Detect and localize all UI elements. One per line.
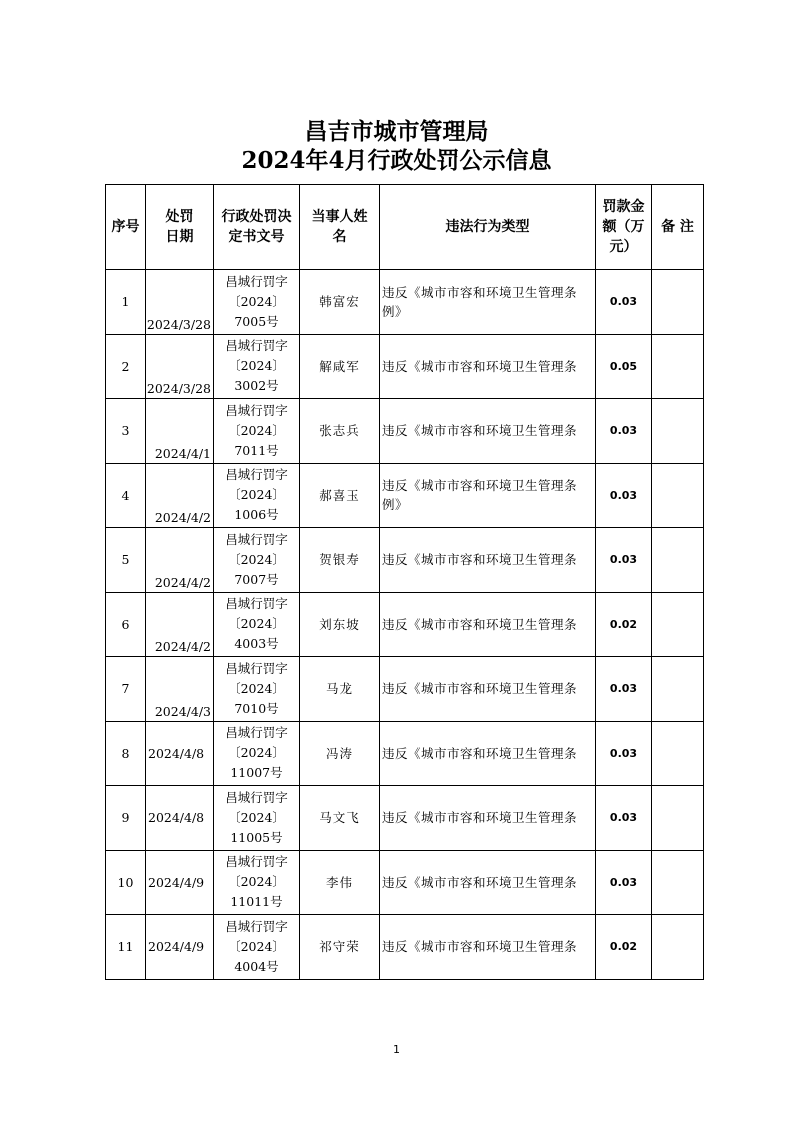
header-date: 处罚日期 [146,185,214,270]
cell-amount: 0.03 [596,463,652,528]
cell-remark [652,463,704,528]
cell-date: 2024/4/2 [146,592,214,657]
table-row [106,528,704,593]
cell-no: 8 [106,721,146,786]
cell-violation: 违反《城市市容和环境卫生管理条 [380,915,596,980]
cell-violation: 违反《城市市容和环境卫生管理条 [380,850,596,915]
cell-violation: 违反《城市市容和环境卫生管理条 [380,721,596,786]
cell-violation: 违反《城市市容和环境卫生管理条例》 [380,270,596,335]
cell-date: 2024/4/8 [146,786,214,851]
cell-party: 韩富宏 [300,270,380,335]
cell-remark [652,592,704,657]
cell-doc-no: 昌城行罚字〔2024〕7011号 [214,399,300,464]
cell-amount: 0.03 [596,786,652,851]
cell-remark [652,270,704,335]
cell-violation: 违反《城市市容和环境卫生管理条 [380,592,596,657]
cell-doc-no: 昌城行罚字〔2024〕11011号 [214,850,300,915]
cell-doc-no: 昌城行罚字〔2024〕1006号 [214,463,300,528]
cell-violation: 违反《城市市容和环境卫生管理条例》 [380,463,596,528]
cell-doc-no: 昌城行罚字〔2024〕11007号 [214,721,300,786]
cell-violation: 违反《城市市容和环境卫生管理条 [380,528,596,593]
cell-party: 贺银寿 [300,528,380,593]
cell-remark [652,786,704,851]
cell-remark [652,915,704,980]
cell-amount: 0.03 [596,528,652,593]
header-remark: 备 注 [652,185,704,270]
cell-no: 10 [106,850,146,915]
cell-doc-no: 昌城行罚字〔2024〕11005号 [214,786,300,851]
penalty-table [105,184,704,980]
cell-doc-no: 昌城行罚字〔2024〕7005号 [214,270,300,335]
cell-amount: 0.03 [596,721,652,786]
cell-party: 冯涛 [300,721,380,786]
cell-date: 2024/4/1 [146,399,214,464]
cell-doc-no: 昌城行罚字〔2024〕7010号 [214,657,300,722]
cell-remark [652,657,704,722]
page-number: 1 [393,1043,400,1056]
cell-party: 李伟 [300,850,380,915]
cell-no: 11 [106,915,146,980]
cell-amount: 0.02 [596,915,652,980]
header-no: 序号 [106,185,146,270]
cell-violation: 违反《城市市容和环境卫生管理条 [380,657,596,722]
cell-date: 2024/4/2 [146,528,214,593]
table-row [106,270,704,335]
cell-remark [652,399,704,464]
cell-date: 2024/4/9 [146,850,214,915]
cell-party: 马文飞 [300,786,380,851]
cell-no: 7 [106,657,146,722]
cell-date: 2024/4/3 [146,657,214,722]
table-row [106,399,704,464]
table-row [106,721,704,786]
cell-party: 马龙 [300,657,380,722]
cell-date: 2024/4/2 [146,463,214,528]
cell-amount: 0.03 [596,399,652,464]
cell-amount: 0.03 [596,270,652,335]
table-row [106,334,704,399]
header-doc-no: 行政处罚决定书文号 [214,185,300,270]
cell-remark [652,850,704,915]
cell-party: 张志兵 [300,399,380,464]
table-header-row [106,185,704,270]
cell-no: 9 [106,786,146,851]
header-violation: 违法行为类型 [380,185,596,270]
cell-party: 祁守荣 [300,915,380,980]
cell-party: 郝喜玉 [300,463,380,528]
cell-amount: 0.03 [596,850,652,915]
cell-date: 2024/4/9 [146,915,214,980]
cell-amount: 0.05 [596,334,652,399]
header-amount: 罚款金额（万元） [596,185,652,270]
cell-date: 2024/3/28 [146,334,214,399]
cell-date: 2024/4/8 [146,721,214,786]
cell-no: 2 [106,334,146,399]
cell-doc-no: 昌城行罚字〔2024〕4003号 [214,592,300,657]
cell-doc-no: 昌城行罚字〔2024〕4004号 [214,915,300,980]
header-party: 当事人姓名 [300,185,380,270]
cell-no: 5 [106,528,146,593]
table-row [106,850,704,915]
cell-no: 1 [106,270,146,335]
table-row [106,463,704,528]
cell-no: 4 [106,463,146,528]
cell-doc-no: 昌城行罚字〔2024〕7007号 [214,528,300,593]
cell-party: 刘东坡 [300,592,380,657]
cell-amount: 0.02 [596,592,652,657]
cell-violation: 违反《城市市容和环境卫生管理条 [380,334,596,399]
cell-no: 6 [106,592,146,657]
table-row [106,915,704,980]
table-row [106,592,704,657]
cell-remark [652,721,704,786]
table-row [106,657,704,722]
cell-violation: 违反《城市市容和环境卫生管理条 [380,399,596,464]
cell-no: 3 [106,399,146,464]
document-subtitle: 2024年4月行政处罚公示信息 [241,147,552,174]
cell-amount: 0.03 [596,657,652,722]
cell-remark [652,528,704,593]
table-row [106,786,704,851]
cell-party: 解咸军 [300,334,380,399]
cell-doc-no: 昌城行罚字〔2024〕3002号 [214,334,300,399]
cell-date: 2024/3/28 [146,270,214,335]
document-title: 昌吉市城市管理局 [304,118,489,145]
cell-remark [652,334,704,399]
cell-violation: 违反《城市市容和环境卫生管理条 [380,786,596,851]
